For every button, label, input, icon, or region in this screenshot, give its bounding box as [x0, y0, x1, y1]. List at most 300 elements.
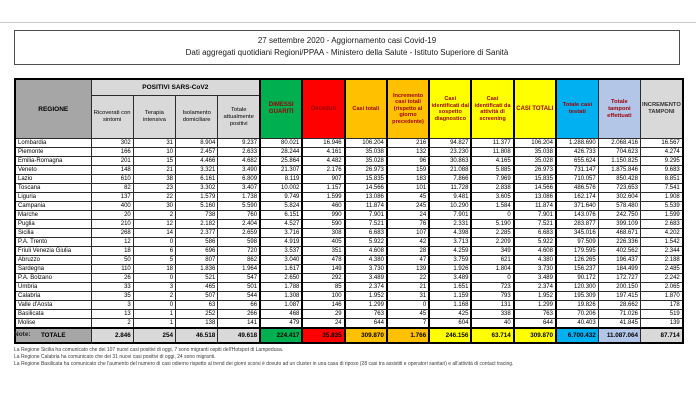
- value-cell: 15.835: [514, 175, 556, 184]
- region-name-cell: P.A. Bolzano: [15, 274, 91, 283]
- column-header-totale-tamponi: Totale tamponi effettuati: [598, 79, 640, 139]
- value-cell: 87.714: [641, 328, 683, 343]
- value-cell: 738: [176, 211, 218, 220]
- value-cell: 21.307: [260, 166, 302, 175]
- value-cell: 8.904: [176, 139, 218, 148]
- value-cell: 621: [471, 256, 513, 265]
- value-cell: 2.404: [218, 220, 260, 229]
- column-header-incremento-tamponi: INCREMENTO TAMPONI: [641, 79, 683, 139]
- value-cell: 1.159: [429, 292, 471, 301]
- value-cell: 4.682: [218, 157, 260, 166]
- value-cell: 302.604: [598, 193, 640, 202]
- value-cell: 7.866: [429, 175, 471, 184]
- value-cell: 850.428: [598, 175, 640, 184]
- value-cell: 0: [133, 301, 175, 310]
- value-cell: 486.576: [556, 184, 598, 193]
- column-header-terapia-intensiva: Terapia intensiva: [133, 96, 175, 139]
- value-cell: 11.728: [429, 184, 471, 193]
- value-cell: 655.624: [556, 157, 598, 166]
- value-cell: 141: [218, 319, 260, 329]
- notes-list: [14, 347, 682, 368]
- value-cell: 3: [133, 283, 175, 292]
- table-row: [15, 229, 683, 238]
- value-cell: 184.499: [598, 265, 640, 274]
- value-cell: 35.038: [345, 148, 387, 157]
- value-cell: 1.584: [471, 202, 513, 211]
- value-cell: 1.168: [429, 301, 471, 310]
- value-cell: 1.087: [260, 301, 302, 310]
- value-cell: 1.288.690: [556, 139, 598, 148]
- value-cell: 4.259: [429, 247, 471, 256]
- value-cell: 2: [133, 211, 175, 220]
- table-row: [15, 184, 683, 193]
- column-header-dimessi-guariti: DIMESSI GUARITI: [260, 79, 302, 139]
- value-cell: 763: [345, 310, 387, 319]
- value-cell: 402.562: [598, 247, 640, 256]
- table-row: [15, 256, 683, 265]
- value-cell: 2.374: [345, 283, 387, 292]
- value-cell: 3.489: [345, 274, 387, 283]
- value-cell: 30: [133, 202, 175, 211]
- value-cell: 723: [471, 283, 513, 292]
- value-cell: 71.026: [598, 310, 640, 319]
- value-cell: 12: [91, 238, 133, 247]
- value-cell: 2.065: [641, 283, 683, 292]
- value-cell: 24: [387, 211, 429, 220]
- table-row: [15, 220, 683, 229]
- value-cell: 349: [471, 247, 513, 256]
- value-cell: 21.088: [429, 166, 471, 175]
- region-name-cell: Campania: [15, 202, 91, 211]
- table-body: [15, 139, 683, 344]
- value-cell: 19.826: [556, 301, 598, 310]
- value-cell: 10: [133, 148, 175, 157]
- value-cell: 644: [345, 319, 387, 329]
- report-subtitle: Dati aggregati quotidiani Regioni/PPAA - Ministero della Salute - Istituto Superiore di Sanità: [185, 48, 509, 57]
- value-cell: 22: [387, 274, 429, 283]
- value-cell: 1.579: [176, 193, 218, 202]
- value-cell: 33: [91, 283, 133, 292]
- value-cell: 172.727: [598, 274, 640, 283]
- value-cell: 10.290: [429, 202, 471, 211]
- region-name-cell: Umbria: [15, 283, 91, 292]
- region-name-cell: Piemonte: [15, 148, 91, 157]
- value-cell: 1: [133, 310, 175, 319]
- region-name-cell: Basilicata: [15, 310, 91, 319]
- value-cell: 11.377: [471, 139, 513, 148]
- value-cell: 11.874: [514, 202, 556, 211]
- region-name-cell: Toscana: [15, 184, 91, 193]
- table-row: [15, 319, 683, 329]
- value-cell: 196.437: [598, 256, 640, 265]
- value-cell: 302: [91, 139, 133, 148]
- value-cell: 9.295: [641, 157, 683, 166]
- value-cell: 245: [387, 202, 429, 211]
- value-cell: 586: [176, 238, 218, 247]
- value-cell: 2.650: [260, 274, 302, 283]
- value-cell: 28.244: [260, 148, 302, 157]
- value-cell: 4.919: [260, 238, 302, 247]
- value-cell: 309.870: [345, 328, 387, 343]
- value-cell: 179.595: [556, 247, 598, 256]
- notes-heading: Note:: [14, 331, 31, 338]
- value-cell: 338: [471, 310, 513, 319]
- value-cell: 45: [387, 310, 429, 319]
- value-cell: 1.964: [218, 265, 260, 274]
- value-cell: 3.730: [514, 265, 556, 274]
- column-header-regione: REGIONE: [15, 79, 91, 139]
- value-cell: 254: [133, 328, 175, 343]
- value-cell: 50: [91, 256, 133, 265]
- value-cell: 21: [387, 283, 429, 292]
- value-cell: 35.038: [514, 148, 556, 157]
- value-cell: 2.285: [471, 229, 513, 238]
- value-cell: 216: [387, 139, 429, 148]
- value-cell: 2.846: [91, 328, 133, 343]
- report-header: [14, 30, 680, 65]
- total-label-cell: TOTALE: [15, 328, 91, 343]
- value-cell: 7.901: [514, 211, 556, 220]
- value-cell: 400: [91, 202, 133, 211]
- value-cell: 3.759: [429, 256, 471, 265]
- value-cell: 4.380: [345, 256, 387, 265]
- value-cell: 35: [91, 292, 133, 301]
- region-name-cell: P.A. Trento: [15, 238, 91, 247]
- value-cell: 9.683: [641, 166, 683, 175]
- value-cell: 2.068.416: [598, 139, 640, 148]
- note-item: La Regione Sicilia ha comunicato che dei 107 nuovi casi positivi di oggi, 7 sono migranti ospiti dell'Hotspot di Lampedusa.: [14, 347, 284, 353]
- value-cell: 4.165: [471, 157, 513, 166]
- value-cell: 590: [302, 220, 344, 229]
- value-cell: 1.870: [641, 292, 683, 301]
- value-cell: 200.150: [598, 283, 640, 292]
- value-cell: 3.489: [514, 274, 556, 283]
- value-cell: 720: [218, 247, 260, 256]
- value-cell: 2.485: [641, 265, 683, 274]
- value-cell: 3: [91, 301, 133, 310]
- value-cell: 5.922: [345, 238, 387, 247]
- value-cell: 2.242: [641, 274, 683, 283]
- value-cell: 31: [387, 292, 429, 301]
- table-row: [15, 274, 683, 283]
- value-cell: 49.618: [218, 328, 260, 343]
- value-cell: 3.730: [345, 265, 387, 274]
- value-cell: 2.683: [641, 220, 683, 229]
- region-name-cell: Marche: [15, 211, 91, 220]
- value-cell: 1: [133, 319, 175, 329]
- value-cell: 26: [91, 274, 133, 283]
- value-cell: 100: [302, 292, 344, 301]
- table-row: [15, 310, 683, 319]
- note-item: La Regione Calabria ha comunicato che dei 31 nuovi casi positivi di oggi, 24 sono migranti.: [14, 354, 216, 360]
- value-cell: 6.700.432: [556, 328, 598, 343]
- value-cell: 308: [302, 229, 344, 238]
- value-cell: 1.875.846: [598, 166, 640, 175]
- value-cell: 7.901: [345, 211, 387, 220]
- value-cell: 5.885: [471, 166, 513, 175]
- value-cell: 14: [133, 229, 175, 238]
- value-cell: 9.481: [429, 193, 471, 202]
- value-cell: 4.608: [514, 247, 556, 256]
- value-cell: 478: [302, 256, 344, 265]
- value-cell: 283.877: [556, 220, 598, 229]
- value-cell: 2.209: [471, 238, 513, 247]
- value-cell: 18: [91, 247, 133, 256]
- value-cell: 90.172: [556, 274, 598, 283]
- value-cell: 46.518: [176, 328, 218, 343]
- region-name-cell: Sicilia: [15, 229, 91, 238]
- table-row: [15, 157, 683, 166]
- table-row: [15, 148, 683, 157]
- value-cell: 16.946: [302, 139, 344, 148]
- region-name-cell: Puglia: [15, 220, 91, 229]
- value-cell: 3.040: [260, 256, 302, 265]
- value-cell: 139: [641, 319, 683, 329]
- column-header-isolamento-domiciliare: Isolamento domiciliare: [176, 96, 218, 139]
- column-header-incremento-casi: Incremento casi totali (rispetto al giorno precedente): [387, 79, 429, 139]
- value-cell: 578.480: [598, 202, 640, 211]
- value-cell: 224.417: [260, 328, 302, 343]
- value-cell: 268: [91, 229, 133, 238]
- table-row: [15, 166, 683, 175]
- value-cell: 862: [218, 256, 260, 265]
- value-cell: 1.766: [387, 328, 429, 343]
- table-row: [15, 211, 683, 220]
- value-cell: 1.299: [514, 301, 556, 310]
- value-cell: 2.659: [218, 229, 260, 238]
- value-cell: 4.161: [302, 148, 344, 157]
- value-cell: 2.633: [218, 148, 260, 157]
- value-cell: 30.863: [429, 157, 471, 166]
- value-cell: 18: [133, 265, 175, 274]
- value-cell: 7.901: [429, 211, 471, 220]
- value-cell: 14.566: [345, 184, 387, 193]
- table-row: [15, 193, 683, 202]
- value-cell: 246.156: [429, 328, 471, 343]
- value-cell: 266: [218, 310, 260, 319]
- value-cell: 29: [302, 310, 344, 319]
- covid-table-container: [14, 78, 682, 344]
- region-name-cell: Calabria: [15, 292, 91, 301]
- value-cell: 0: [471, 211, 513, 220]
- value-cell: 35.028: [345, 157, 387, 166]
- value-cell: 1.952: [514, 292, 556, 301]
- value-cell: 6.683: [514, 229, 556, 238]
- value-cell: 1.651: [429, 283, 471, 292]
- value-cell: 26.973: [345, 166, 387, 175]
- value-cell: 41.845: [598, 319, 640, 329]
- region-name-cell: Abruzzo: [15, 256, 91, 265]
- value-cell: 3.302: [176, 184, 218, 193]
- value-cell: 405: [302, 238, 344, 247]
- column-header-casi-totali-verifica: CASI TOTALI: [514, 79, 556, 139]
- value-cell: 6.683: [345, 229, 387, 238]
- value-cell: 13: [91, 310, 133, 319]
- value-cell: 1.308: [260, 292, 302, 301]
- value-cell: 21: [133, 166, 175, 175]
- value-cell: 465: [176, 283, 218, 292]
- value-cell: 519: [641, 310, 683, 319]
- column-header-deceduti: Deceduti: [302, 79, 344, 139]
- value-cell: 178: [641, 301, 683, 310]
- value-cell: 2.377: [176, 229, 218, 238]
- region-name-cell: Liguria: [15, 193, 91, 202]
- value-cell: 2.374: [514, 283, 556, 292]
- value-cell: 146: [302, 301, 344, 310]
- value-cell: 201: [91, 157, 133, 166]
- value-cell: 28.662: [598, 301, 640, 310]
- value-cell: 5: [133, 256, 175, 265]
- value-cell: 197.415: [598, 292, 640, 301]
- value-cell: 159: [387, 166, 429, 175]
- value-cell: 3.716: [260, 229, 302, 238]
- value-cell: 598: [218, 238, 260, 247]
- value-cell: 426.733: [556, 148, 598, 157]
- value-cell: 110: [91, 265, 133, 274]
- value-cell: 501: [218, 283, 260, 292]
- value-cell: 138: [176, 319, 218, 329]
- value-cell: 1.804: [471, 265, 513, 274]
- value-cell: 2.344: [641, 247, 683, 256]
- value-cell: 696: [176, 247, 218, 256]
- value-cell: 126.265: [556, 256, 598, 265]
- value-cell: 35.028: [514, 157, 556, 166]
- value-cell: 66: [218, 301, 260, 310]
- column-group-positivi-sars-cov2: POSITIVI SARS-CoV2: [91, 79, 260, 96]
- value-cell: 12: [133, 220, 175, 229]
- value-cell: 76: [387, 220, 429, 229]
- value-cell: 107: [387, 229, 429, 238]
- value-cell: 7.521: [345, 220, 387, 229]
- value-cell: 28: [387, 247, 429, 256]
- value-cell: 13.086: [345, 193, 387, 202]
- value-cell: 399.109: [598, 220, 640, 229]
- value-cell: 11.874: [345, 202, 387, 211]
- value-cell: 7.969: [471, 175, 513, 184]
- value-cell: 351: [302, 247, 344, 256]
- column-header-casi-sospetto-diagnostico: Casi identificati dal sospetto diagnostico: [429, 79, 471, 139]
- value-cell: 8.851: [641, 175, 683, 184]
- value-cell: 22: [133, 193, 175, 202]
- value-cell: 468: [260, 310, 302, 319]
- value-cell: 990: [302, 211, 344, 220]
- value-cell: 23: [133, 184, 175, 193]
- table-row: [15, 301, 683, 310]
- report-title: 27 settembre 2020 - Aggiornamento casi Covid-19: [257, 36, 437, 45]
- value-cell: 2: [91, 319, 133, 329]
- value-cell: 4.274: [641, 148, 683, 157]
- value-cell: 3.321: [176, 166, 218, 175]
- value-cell: 183: [387, 175, 429, 184]
- table-row: [15, 238, 683, 247]
- value-cell: 38: [133, 175, 175, 184]
- value-cell: 907: [302, 175, 344, 184]
- value-cell: 547: [218, 274, 260, 283]
- value-cell: 143.076: [556, 211, 598, 220]
- value-cell: 8.119: [260, 175, 302, 184]
- region-name-cell: Valle d'Aosta: [15, 301, 91, 310]
- value-cell: 9.749: [260, 193, 302, 202]
- value-cell: 1.157: [302, 184, 344, 193]
- value-cell: 11.087.064: [598, 328, 640, 343]
- value-cell: 1.926: [429, 265, 471, 274]
- value-cell: 10.002: [260, 184, 302, 193]
- value-cell: 763: [514, 310, 556, 319]
- value-cell: 106.204: [514, 139, 556, 148]
- column-header-totale-casi-testati: Totale casi testati: [556, 79, 598, 139]
- note-item: La Regione Basilicata ha comunicato che l'aumento del numero di casi odierno rispetto al trend dei giorni scorsi è dovuto ad un cluster in una casa di riposo (28 casi tra assistiti e operatori sanitari) e all'attività di contact tracing.: [14, 361, 514, 367]
- table-row: [15, 139, 683, 148]
- value-cell: 40: [471, 319, 513, 329]
- value-cell: 139: [387, 265, 429, 274]
- value-cell: 4.398: [429, 229, 471, 238]
- value-cell: 137: [91, 193, 133, 202]
- value-cell: 9.237: [218, 139, 260, 148]
- value-cell: 226.336: [598, 238, 640, 247]
- value-cell: 0: [133, 238, 175, 247]
- region-name-cell: Veneto: [15, 166, 91, 175]
- value-cell: 5.922: [514, 238, 556, 247]
- value-cell: 80.021: [260, 139, 302, 148]
- value-cell: 2.331: [429, 220, 471, 229]
- value-cell: 63: [176, 301, 218, 310]
- value-cell: 7.521: [514, 220, 556, 229]
- value-cell: 20: [91, 211, 133, 220]
- value-cell: 42: [387, 238, 429, 247]
- value-cell: 2.182: [176, 220, 218, 229]
- value-cell: 4.466: [176, 157, 218, 166]
- value-cell: 760: [218, 211, 260, 220]
- value-cell: 1.599: [302, 193, 344, 202]
- value-cell: 94.827: [429, 139, 471, 148]
- value-cell: 210: [91, 220, 133, 229]
- region-name-cell: Lazio: [15, 175, 91, 184]
- value-cell: 97.509: [556, 238, 598, 247]
- value-cell: 1.836: [176, 265, 218, 274]
- value-cell: 1.788: [260, 283, 302, 292]
- value-cell: 1.908: [641, 193, 683, 202]
- table-header: [15, 79, 683, 139]
- value-cell: 16.567: [641, 139, 683, 148]
- value-cell: 793: [471, 292, 513, 301]
- table-row: [15, 175, 683, 184]
- value-cell: 242.750: [598, 211, 640, 220]
- value-cell: 106.204: [345, 139, 387, 148]
- value-cell: 5.590: [218, 202, 260, 211]
- value-cell: 309.870: [514, 328, 556, 343]
- value-cell: 7: [387, 319, 429, 329]
- value-cell: 704.623: [598, 148, 640, 157]
- value-cell: 710.057: [556, 175, 598, 184]
- column-header-casi-screening: Casi identificati da attività di screening: [471, 79, 513, 139]
- value-cell: 120.300: [556, 283, 598, 292]
- value-cell: 132: [387, 148, 429, 157]
- value-cell: 15.835: [345, 175, 387, 184]
- value-cell: 148: [91, 166, 133, 175]
- value-cell: 3.490: [218, 166, 260, 175]
- value-cell: 479: [260, 319, 302, 329]
- value-cell: 3.713: [429, 238, 471, 247]
- value-cell: 13.086: [514, 193, 556, 202]
- region-name-cell: Friuli Venezia Giulia: [15, 247, 91, 256]
- value-cell: 4.482: [302, 157, 344, 166]
- table-row: [15, 202, 683, 211]
- value-cell: 2.457: [176, 148, 218, 157]
- value-cell: 2.176: [302, 166, 344, 175]
- value-cell: 4.380: [514, 256, 556, 265]
- value-cell: 14.566: [514, 184, 556, 193]
- value-cell: 7.541: [641, 184, 683, 193]
